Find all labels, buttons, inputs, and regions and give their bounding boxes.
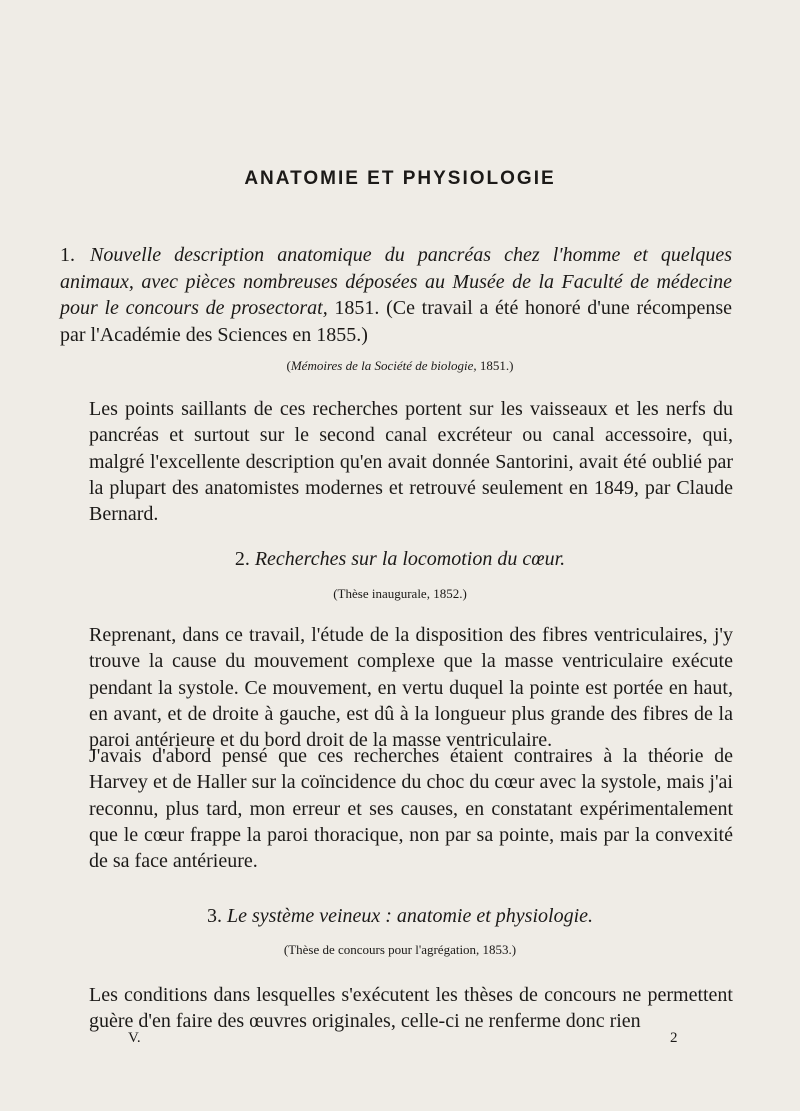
entry-2-title: Recherches sur la locomotion du cœur.	[254, 548, 566, 570]
paragraph-2b	[89, 743, 733, 874]
footer-signature: V.	[128, 1030, 141, 1046]
paragraph-1-text: Les points saillants de ces recherches portent sur les vaisseaux et les nerfs du pancréas et surtout sur le second canal excréteur ou canal accessoire, qui, malgré l'excellente description qu'en avait donnée Santorini, avait été oublié par la plupart des anatomistes modernes et retrouvé seulement en 1849, par Claude Bernard.	[89, 398, 733, 526]
entry-1-note: 1851. (Ce travail a été honoré d'une récompense par l'Académie des Sciences en 1855.)	[60, 297, 732, 346]
entry-3-heading	[0, 905, 800, 928]
paragraph-2a	[89, 622, 733, 753]
paragraph-3	[89, 982, 733, 1035]
entry-1	[60, 242, 732, 348]
entry-1-title: Nouvelle description anatomique du pancréas chez l'homme et quelques animaux, avec pièces nombreuses déposées au Musée de la Faculté de médecine pour le concours de prosectorat,	[60, 244, 732, 319]
entry-1-source-journal: Mémoires de la Société de biologie,	[290, 358, 477, 373]
paragraph-2b-text: J'avais d'abord pensé que ces recherches étaient contraires à la théorie de Harvey et de Haller sur la coïncidence du choc du cœur avec la systole, mais j'ai reconnu, plus tard, mon erreur et ses causes, en constatant expérimentalement que le cœur frappe la paroi thoracique, non par sa pointe, mais par la convexité de sa face antérieure.	[89, 745, 733, 873]
entry-2-number: 2.	[234, 548, 250, 570]
paragraph-2a-text: Reprenant, dans ce travail, l'étude de la disposition des fibres ventriculaires, j'y trouve la cause du mouvement complexe que la masse ventriculaire exécute pendant la systole. Ce mouvement, en vertu duquel la pointe est portée en haut, en avant, et de droite à gauche, est dû à la longueur plus grande des fibres de la paroi antérieure et du bord droit de la masse ventriculaire.	[89, 624, 733, 752]
entry-3-source: (Thèse de concours pour l'agrégation, 1853.)	[283, 942, 517, 957]
page-title: ANATOMIE ET PHYSIOLOGIE	[244, 168, 556, 189]
entry-1-source-year: 1851.	[476, 358, 510, 373]
entry-1-source: (Mémoires de la Société de biologie, 1851.)	[286, 358, 514, 373]
entry-3-number: 3.	[207, 905, 222, 927]
entry-3-title: Le système veineux : anatomie et physiologie.	[227, 905, 593, 927]
footer-page-number: 2	[670, 1030, 678, 1046]
entry-2-source: (Thèse inaugurale, 1852.)	[333, 586, 467, 601]
entry-1-number: 1.	[60, 244, 75, 266]
paragraph-3-text: Les conditions dans lesquelles s'exécutent les thèses de concours ne permettent guère d'en faire des œuvres originales, celle-ci ne renferme donc rien	[89, 984, 733, 1033]
paragraph-1	[89, 396, 733, 527]
entry-2-heading	[0, 548, 800, 571]
